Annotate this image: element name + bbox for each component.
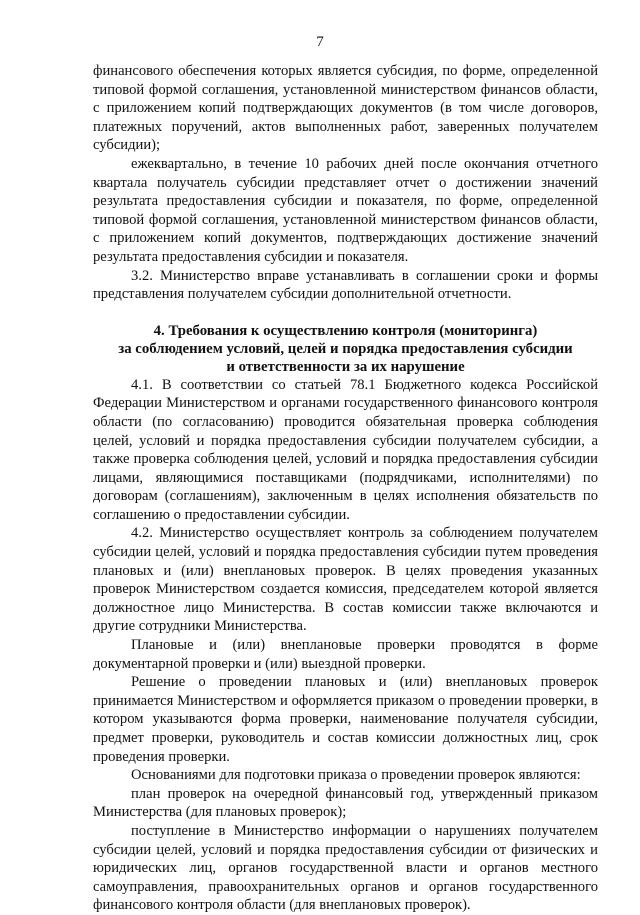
page-number: 7 — [316, 34, 324, 50]
paragraph: 3.2. Министерство вправе устанавливать в соглашении сроки и формы представления получателем субсидии дополнительной отчетности. — [93, 267, 598, 303]
paragraph: Основаниями для подготовки приказа о проведении проверок являются: — [131, 767, 581, 784]
paragraph: Решение о проведении плановых и (или) внеплановых проверок принимается Министерством и оформляется приказом о проведении проверки, в котором указываются форма проверки, наименование получателя субсидии, предмет проверки, руководитель и состав комиссии должностных лиц, срок проведения проверки. — [93, 674, 598, 765]
section-heading-line: 4. Требования к осуществлению контроля (мониторинга) — [153, 322, 538, 339]
section-heading — [93, 322, 598, 376]
paragraph: 4.2. Министерство осуществляет контроль за соблюдением получателем субсидии целей, условий и порядка предоставления субсидии путем проведения плановых и (или) внеплановых проверок. В целях проведения указанных проверок Министерством создается комиссия, председателем которой является должностное лицо Министерства. В состав комиссии также включаются и другие сотрудники Министерства. — [93, 525, 598, 635]
paragraph: план проверок на очередной финансовый год, утвержденный приказом Министерства (для плановых проверок); — [93, 785, 598, 821]
section-heading-line: за соблюдением условий, целей и порядка предоставления субсидии — [118, 340, 573, 357]
paragraph: ежеквартально, в течение 10 рабочих дней после окончания отчетного квартала получатель субсидии представляет отчет о достижении значений результата предоставления субсидии и показателя, по форме, определенной типовой формой соглашения, установленной министерством финансов области, с приложением копий документов, подтверждающих достижение значений результата предоставления субсидии и показателя. — [93, 155, 598, 265]
section-heading-line: и ответственности за их нарушение — [226, 358, 465, 375]
paragraph: финансового обеспечения которых является субсидия, по форме, определенной типовой формой соглашения, установленной министерством финансов области, с приложением копий подтверждающих документов (в том числе договоров, платежных поручений, актов выполненных работ, заверенных получателем субсидии); — [93, 63, 598, 154]
document-body — [93, 62, 598, 915]
paragraph: поступление в Министерство информации о нарушениях получателем субсидии целей, условий и порядка предоставления субсидии от физических и юридических лиц, органов государственной власти и органов местного самоуправления, правоохранительных органов и органов государственного финансового контроля области (для внеплановых проверок). — [93, 822, 598, 914]
paragraph: Плановые и (или) внеплановые проверки проводятся в форме документарной проверки и (или) выездной проверки. — [93, 637, 598, 672]
paragraph: 4.1. В соответствии со статьей 78.1 Бюджетного кодекса Российской Федерации Министерством и органами государственного финансового контроля области (по согласованию) проводится обязательная проверка соблюдения целей, условий и порядка предоставления субсидии получателем субсидии, а также проверка соблюдения целей, условий и порядка предоставления субсидии лицами, являющимися поставщиками (подрядчиками, исполнителями) по договорам (соглашениям), заключенным в целях исполнения обязательств по соглашению о предоставлении субсидии. — [93, 376, 598, 523]
